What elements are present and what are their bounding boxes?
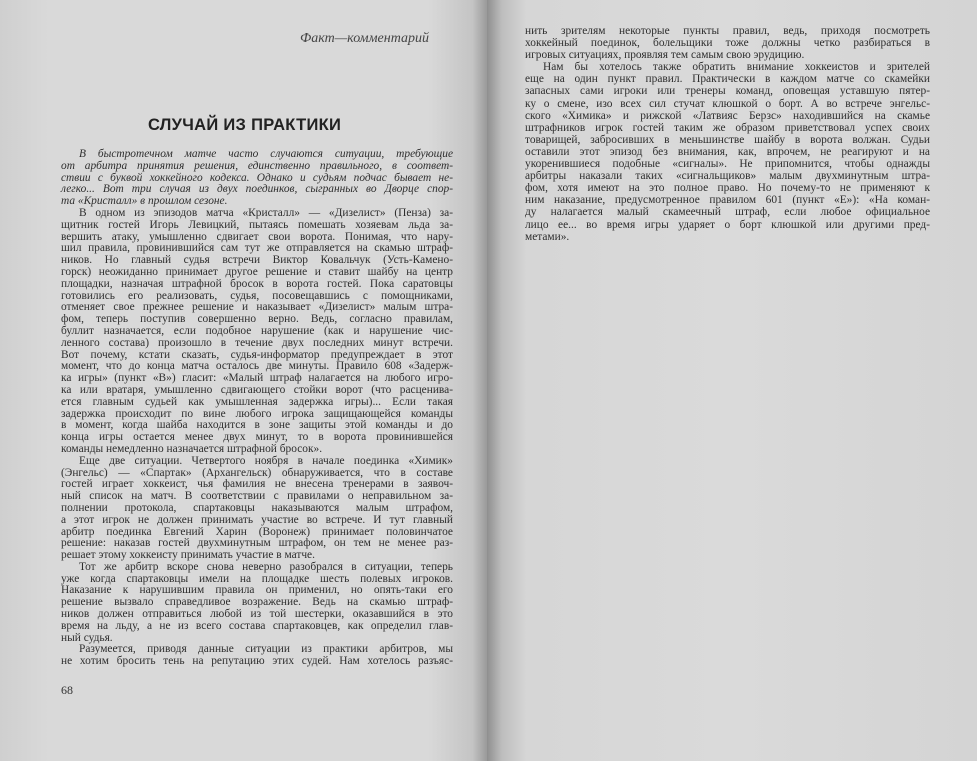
text-line: вершить атаку, умышленно сдвигает свои ворота. Понимая, что нару- [61,230,453,243]
paragraph [525,25,930,61]
text-line: Разумеется, приводя данные ситуации из практики арбитров, мы [79,643,453,656]
text-line: площадки, назначая штрафной бросок в ворота гостей. Пока саратовцы [61,277,453,290]
text-line: метами». [525,230,570,243]
text-line: ку о смене, изо всех сил стучат клюшкой о борт. А во встрече энгельс- [525,97,930,110]
text-line: Нам бы хотелось также обратить внимание хоккеистов и зрителей [543,61,930,74]
text-line: ду налагается малый скамеечный штраф, если любое официальное [525,206,930,219]
text-line: игровых ситуациях, проявляя тем самым свою эрудицию. [525,49,805,62]
text-line: нить зрителям некоторые пункты правил, ведь, приходя посмотреть [525,25,930,37]
paragraph [61,644,453,668]
text-line: гостей играет хоккеист, чья фамилия не внесена тренерами в заявоч- [61,478,453,491]
text-line: ка игры» (пункт «В») гласит: «Малый штраф налагается на любого игро- [61,372,453,385]
text-line: шил правила, провинившийся сам тут же отправляется на скамью штраф- [61,242,453,255]
text-line: товарищей, забросивших в меньшинстве шайбу в ворота волжан. Судьи [525,133,930,146]
paragraph [61,562,453,645]
text-line: ный судья. [61,631,113,644]
text-line: та «Кристалл» в прошлом сезоне. [61,195,228,208]
text-line: арбитр поединка Евгений Харин (Воронеж) принимает половинчатое [61,525,453,538]
text-line: а этот игрок не должен принимать участие во встрече. И тут главный [61,513,453,526]
text-line: отменяет свое прежнее решение и наказывает «Дизелист» малым штра- [61,301,453,314]
text-line: ников должен отправиться любой из той шестерки, оказавшийся в это [61,608,453,621]
text-line: В одном из эпизодов матча «Кристалл» — «Дизелист» (Пенза) за- [79,206,453,219]
left-page [0,0,487,761]
text-line: легко... Вот три случая из двух поединков, сыгранных во Дворце спор- [61,183,453,196]
text-line: хоккейный поединок, болельщики тоже должны четко разбираться в [525,37,930,50]
text-line: фом, хотя имеют на это полное право. Но почему-то не применяют к [525,182,930,195]
text-line: В быстротечном матче часто случаются ситуации, требующие [79,148,453,160]
text-line: конца игры остается менее двух минут, то в ворота провинившейся [61,431,453,444]
text-line: уже когда спартаковцы имели на площадке шесть полевых игроков. [61,572,453,585]
text-line: ним наказание, предусмотренное правилом 601 (пункт «Е»): «На коман- [525,194,930,207]
text-line: Наказание к нарушившим правила он применил, но опять-таки его [61,584,453,597]
text-line: горск) неожиданно принимает другое решение и ставит шайбу на центр [61,265,453,278]
lead-paragraph [61,149,453,208]
text-line: момент, что до конца матча осталось две минуты. Правило 608 «Задерж- [61,360,453,373]
text-line: время на льду, а не из всего состава спартаковцев, как определил глав- [61,619,453,632]
right-page [487,0,977,761]
text-line: фом, теперь поступив совершенно верно. Ведь, согласно правилам, [61,313,453,326]
text-line: ленного состава) произошло в течение двух последних минут встречи. [61,336,453,349]
text-line: Еще две ситуации. Четвертого ноября в начале поединка «Химик» [79,454,453,467]
text-line: запасных сами игроки или тренеры команд, оповещая уставшую пятер- [525,85,930,98]
text-line: задержка происходит по вине любого игрока защищающейся команды [61,407,453,420]
text-line: ствии с буквой хоккейного кодекса. Однако и судьям подчас бывает не- [61,171,453,184]
text-line: готовились его реализовать, судья, посовещавшись с помощниками, [61,289,453,302]
text-line: Тот же арбитр вскоре снова неверно разобрался в ситуации, теперь [79,560,453,573]
article-title: СЛУЧАЙ ИЗ ПРАКТИКИ [148,116,342,134]
text-line: буллит назначается, если подобное нарушение (как и нарушение чис- [61,324,453,337]
paragraph [525,61,930,242]
right-page-text [525,25,930,243]
text-line: ный список на матч. В соответствии с правилами о неправильном за- [61,490,453,503]
left-page-text [61,149,453,668]
text-line: ников. Но главный судья встречи Виктор Ковальчук (Усть-Камено- [61,254,453,267]
text-line: щитник гостей Игорь Левицкий, пытаясь помешать хозяевам льда за- [61,218,453,231]
text-line: ка или вратаря, умышленно сдвигающего стойки ворот (что расценива- [61,383,453,396]
text-line: Вот почему, кстати сказать, судья-информатор предупреждает в этот [61,348,453,361]
text-line: еще на один пункт правил. Практически в каждом матче со скамейки [525,73,930,86]
text-line: укоренившиеся подобные «сигналы». Не припомнится, чтобы однажды [525,158,930,171]
paragraph [61,208,453,456]
text-line: решает этому хоккеисту принимать участие в матче. [61,549,315,562]
text-line: команды немедленно назначается штрафной бросок». [61,442,323,455]
text-line: арбитры наказали таких «сигнальщиков» малым двухминутным штра- [525,170,930,183]
page-number: 68 [61,683,73,697]
text-line: в момент, когда шайба находится в зоне защиты этой команды и до [61,419,453,432]
text-line: ется главным судьей как умышленная задержка игры)... Если такая [61,395,453,408]
text-line: решение: наказав гостей двухминутным штрафом, он тем не менее раз- [61,537,453,550]
text-line: штрафников игрок гостей таким же образом приветствовал успех своих [525,121,930,134]
text-line: решение вызвало справедливое возражение. Ведь на скамью штраф- [61,596,453,609]
text-line: лицо ее... во время игры ударяет о борт клюшкой или другими пред- [525,218,930,231]
text-line: не хотим бросить тень на репутацию этих судей. Нам хотелось разъяс- [61,655,453,668]
running-head: Факт—комментарий [300,31,429,46]
paragraph [61,456,453,562]
text-line: ского «Химика» и рижской «Латвияс Берзс» находившийся на скамье [525,109,930,122]
text-line: оставили этот эпизод без внимания, как, впрочем, не реагируют и на [525,145,930,158]
text-line: (Энгельс) — «Спартак» (Архангельск) обнаруживается, что в составе [61,466,453,479]
text-line: полнении протокола, спартаковцы наказываются малым штрафом, [61,501,453,514]
text-line: от арбитра принятия решения, единственно правильного, в соответ- [61,159,453,172]
